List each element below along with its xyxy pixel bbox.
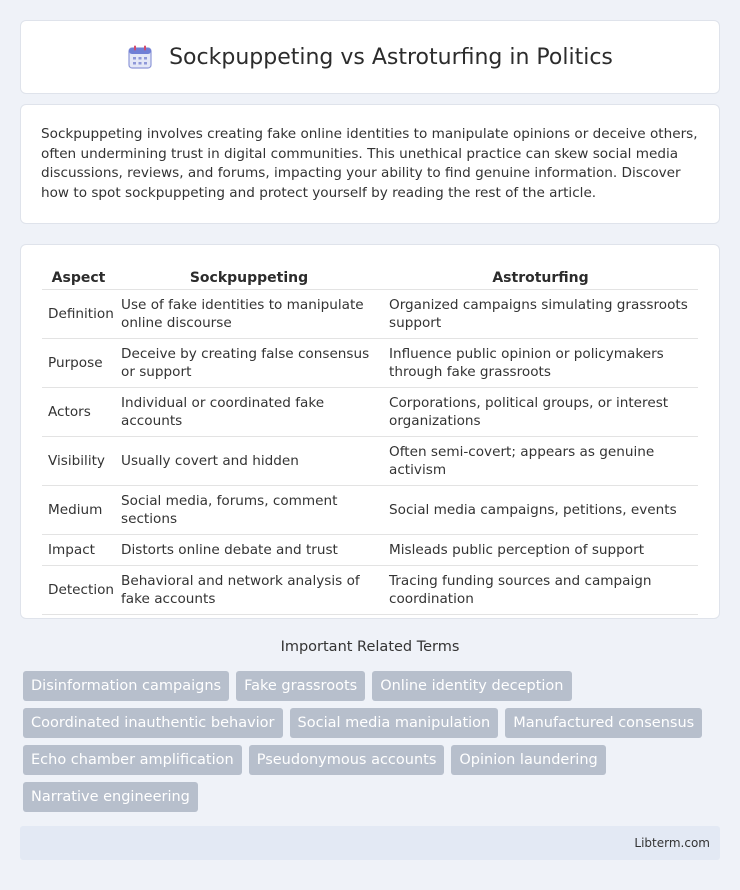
related-term-tag[interactable]: Online identity deception bbox=[372, 671, 571, 701]
sockpuppeting-cell: Deceive by creating false consensus or support bbox=[115, 338, 383, 387]
page-title: Sockpuppeting vs Astroturfing in Politics bbox=[169, 44, 613, 70]
astroturfing-cell: Tracing funding sources and campaign coordination bbox=[383, 565, 698, 614]
related-term-tag[interactable]: Social media manipulation bbox=[290, 708, 499, 738]
comparison-table-card bbox=[20, 244, 720, 619]
sockpuppeting-cell: Social media, forums, comment sections bbox=[115, 485, 383, 534]
related-terms-title: Important Related Terms bbox=[280, 639, 460, 655]
header-card bbox=[20, 20, 720, 94]
astroturfing-cell: Organized campaigns simulating grassroots support bbox=[383, 289, 698, 338]
table-row bbox=[42, 534, 698, 565]
sockpuppeting-cell: Distorts online debate and trust bbox=[115, 534, 383, 565]
sockpuppeting-cell: Behavioral and network analysis of fake accounts bbox=[115, 565, 383, 614]
table-row bbox=[42, 565, 698, 614]
table-row bbox=[42, 485, 698, 534]
related-term-tag[interactable]: Echo chamber amplification bbox=[23, 745, 242, 775]
related-term-tag[interactable]: Narrative engineering bbox=[23, 782, 198, 812]
header-aspect: Aspect bbox=[42, 265, 115, 289]
aspect-cell: Visibility bbox=[42, 436, 115, 485]
related-term-tag[interactable]: Fake grassroots bbox=[236, 671, 365, 701]
footer bbox=[20, 826, 720, 860]
astroturfing-cell: Often semi-covert; appears as genuine activism bbox=[383, 436, 698, 485]
table-row bbox=[42, 387, 698, 436]
related-term-tag[interactable]: Opinion laundering bbox=[451, 745, 605, 775]
related-term-tag[interactable]: Disinformation campaigns bbox=[23, 671, 229, 701]
sockpuppeting-cell: Individual or coordinated fake accounts bbox=[115, 387, 383, 436]
sockpuppeting-cell: Use of fake identities to manipulate online discourse bbox=[115, 289, 383, 338]
table-row bbox=[42, 338, 698, 387]
table-row bbox=[42, 289, 698, 338]
astroturfing-cell: Misleads public perception of support bbox=[383, 534, 698, 565]
related-terms-list bbox=[23, 671, 720, 812]
astroturfing-cell: Corporations, political groups, or interest organizations bbox=[383, 387, 698, 436]
related-term-tag[interactable]: Manufactured consensus bbox=[505, 708, 702, 738]
intro-text: Sockpuppeting involves creating fake online identities to manipulate opinions or deceive others, often undermining trust in digital communities. This unethical practice can skew social media discussions, reviews, and forums, impacting your ability to find genuine information. Discover how to spot sockpuppeting and protect yourself by reading the rest of the article. bbox=[41, 126, 698, 201]
aspect-cell: Medium bbox=[42, 485, 115, 534]
aspect-cell: Detection bbox=[42, 565, 115, 614]
table-row bbox=[42, 436, 698, 485]
table-header-row bbox=[42, 265, 698, 289]
intro-card bbox=[20, 104, 720, 224]
comparison-table bbox=[42, 265, 698, 615]
header-sockpuppeting: Sockpuppeting bbox=[115, 265, 383, 289]
aspect-cell: Definition bbox=[42, 289, 115, 338]
astroturfing-cell: Social media campaigns, petitions, events bbox=[383, 485, 698, 534]
astroturfing-cell: Influence public opinion or policymakers through fake grassroots bbox=[383, 338, 698, 387]
header-astroturfing: Astroturfing bbox=[383, 265, 698, 289]
sockpuppeting-cell: Usually covert and hidden bbox=[115, 436, 383, 485]
related-term-tag[interactable]: Pseudonymous accounts bbox=[249, 745, 445, 775]
aspect-cell: Purpose bbox=[42, 338, 115, 387]
related-term-tag[interactable]: Coordinated inauthentic behavior bbox=[23, 708, 283, 738]
footer-site-link[interactable]: Libterm.com bbox=[634, 836, 710, 850]
aspect-cell: Impact bbox=[42, 534, 115, 565]
calendar-icon bbox=[127, 44, 153, 70]
aspect-cell: Actors bbox=[42, 387, 115, 436]
